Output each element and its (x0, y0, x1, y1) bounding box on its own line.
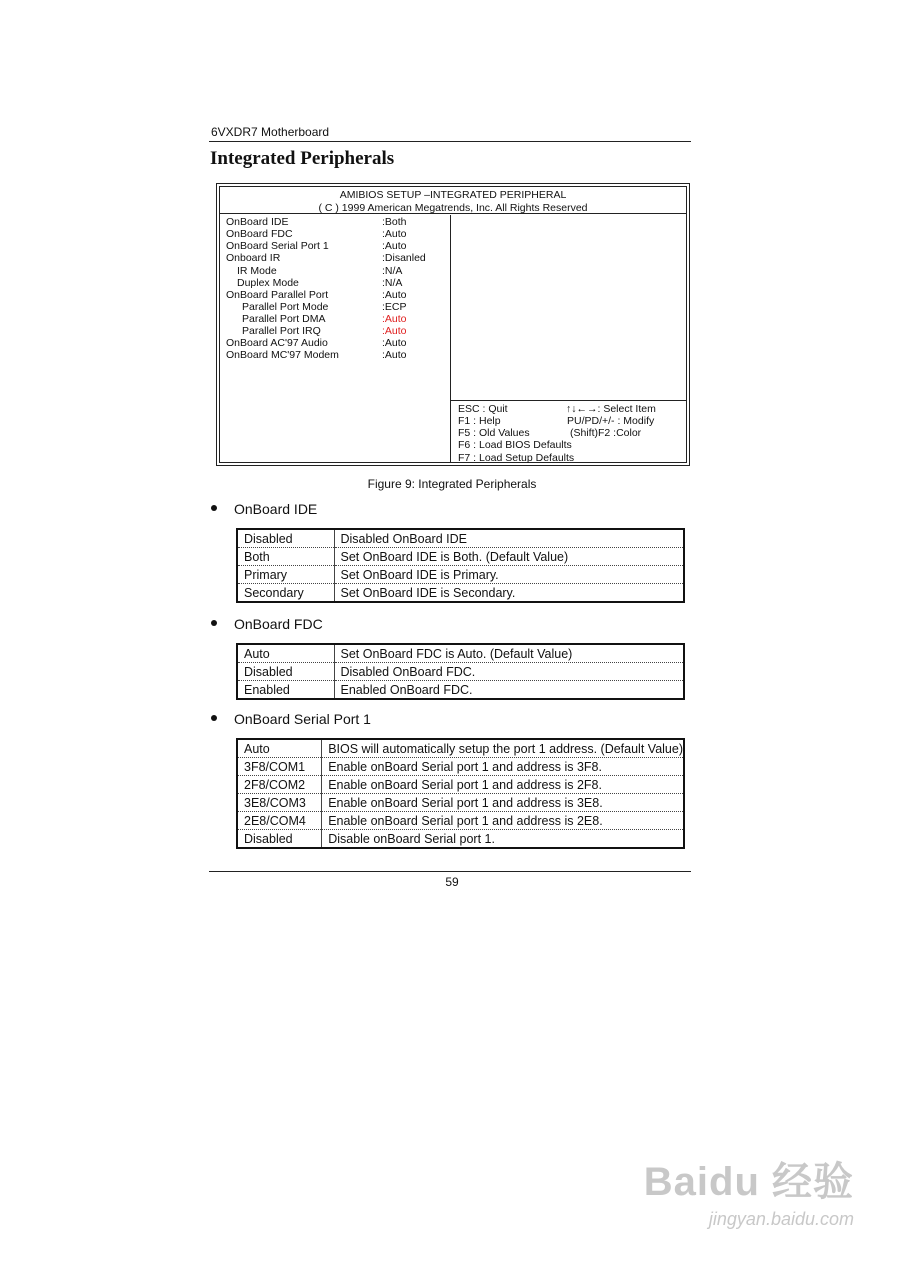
option-description: Set OnBoard IDE is Both. (Default Value) (334, 548, 684, 566)
bios-help-panel (451, 215, 686, 462)
table-row (237, 812, 684, 830)
option-value: 3F8/COM1 (237, 758, 322, 776)
table-row (237, 644, 684, 663)
option-description: BIOS will automatically setup the port 1 address. (Default Value) (322, 739, 684, 758)
option-value: Auto (237, 739, 322, 758)
watermark (644, 1150, 854, 1230)
bios-screen (216, 183, 690, 466)
table-row (237, 566, 684, 584)
bios-title-line1: AMIBIOS SETUP –INTEGRATED PERIPHERAL (339, 189, 567, 201)
option-value: Disabled (237, 663, 334, 681)
table-row (237, 830, 684, 849)
section-title: OnBoard Serial Port 1 (234, 711, 371, 727)
bios-title (220, 187, 686, 214)
key-modify: PU/PD/+/- : Modify (567, 415, 655, 427)
option-value: Disabled (237, 529, 334, 548)
option-description: Set OnBoard IDE is Secondary. (340, 585, 516, 600)
option-description: Enable onBoard Serial port 1 and address is 3F8. (322, 758, 684, 776)
watermark-url: jingyan.baidu.com (708, 1209, 854, 1229)
table-row (237, 758, 684, 776)
footer-rule (209, 871, 691, 872)
table-row (237, 739, 684, 758)
table-row (237, 681, 684, 700)
option-description: Set OnBoard FDC is Auto. (Default Value) (334, 644, 684, 663)
option-description: Disabled OnBoard FDC. (334, 663, 684, 681)
table-row (237, 776, 684, 794)
section-onboard-fdc (211, 616, 323, 632)
table-row (237, 529, 684, 548)
bios-frame (219, 186, 687, 463)
key-f6-bios-defaults: F6 : Load BIOS Defaults (458, 439, 572, 451)
option-value: Enabled (237, 681, 334, 700)
option-description: Disable onBoard Serial port 1. (328, 831, 495, 846)
option-value: Disabled (237, 830, 322, 849)
page-number: 59 (445, 875, 459, 889)
bios-title-line2: ( C ) 1999 American Megatrends, Inc. All Rights Reserved (318, 201, 588, 214)
bullet-icon (211, 620, 217, 626)
page-title: Integrated Peripherals (210, 148, 395, 169)
section-title: OnBoard FDC (234, 616, 323, 632)
option-description: Disabled OnBoard IDE (334, 529, 684, 548)
table-row (237, 794, 684, 812)
option-description: Enable onBoard Serial port 1 and address is 2F8. (322, 776, 684, 794)
options-table-serial-port-1 (236, 738, 685, 849)
key-f7-setup-defaults: F7 : Load Setup Defaults (458, 452, 575, 464)
key-select-item: ↑↓←→: Select Item (566, 403, 656, 415)
option-value: Both (237, 548, 334, 566)
section-title: OnBoard IDE (234, 501, 318, 517)
key-esc-quit: ESC : Quit (458, 403, 508, 415)
option-description: Enable onBoard Serial port 1 and address is 3E8. (322, 794, 684, 812)
manual-header: 6VXDR7 Motherboard (211, 125, 330, 139)
bios-options-panel: OnBoard IDE :Both OnBoard FDC :Auto OnBoard Serial Port 1 :Auto Onboard IR :Disanled IR Mode :N/A Duplex Mode :N/A OnBoard Parallel Port :Auto Parallel Port Mode :ECP Parallel Port DMA :Auto Parallel Port IRQ :Auto OnBoard AC'97 Audio :Auto OnBoard MC'97 Modem :Auto (220, 215, 451, 462)
option-description: Enabled OnBoard FDC. (340, 682, 473, 697)
option-value: 2F8/COM2 (237, 776, 322, 794)
bullet-icon (211, 715, 217, 721)
table-row (237, 663, 684, 681)
option-value: 2E8/COM4 (237, 812, 322, 830)
options-table-onboard-fdc (236, 643, 685, 700)
section-onboard-ide (211, 501, 317, 517)
table-row (237, 548, 684, 566)
key-color: (Shift)F2 :Color (570, 427, 642, 439)
option-value: Primary (237, 566, 334, 584)
bullet-icon (211, 505, 217, 511)
key-f1-help: F1 : Help (458, 415, 501, 427)
options-table-onboard-ide (236, 528, 685, 603)
table-row (237, 584, 684, 603)
watermark-brand: Baidu 经验 (643, 1160, 854, 1204)
key-f5-old-values: F5 : Old Values (458, 427, 530, 439)
option-value: 3E8/COM3 (237, 794, 322, 812)
option-value: Secondary (237, 584, 334, 603)
figure-caption: Figure 9: Integrated Peripherals (367, 477, 537, 491)
header-rule (209, 141, 691, 142)
bios-help-divider (451, 400, 686, 401)
section-onboard-serial-port-1 (211, 711, 371, 727)
option-description: Enable onBoard Serial port 1 and address is 2E8. (322, 812, 684, 830)
option-description: Set OnBoard IDE is Primary. (334, 566, 684, 584)
option-value: Auto (237, 644, 334, 663)
